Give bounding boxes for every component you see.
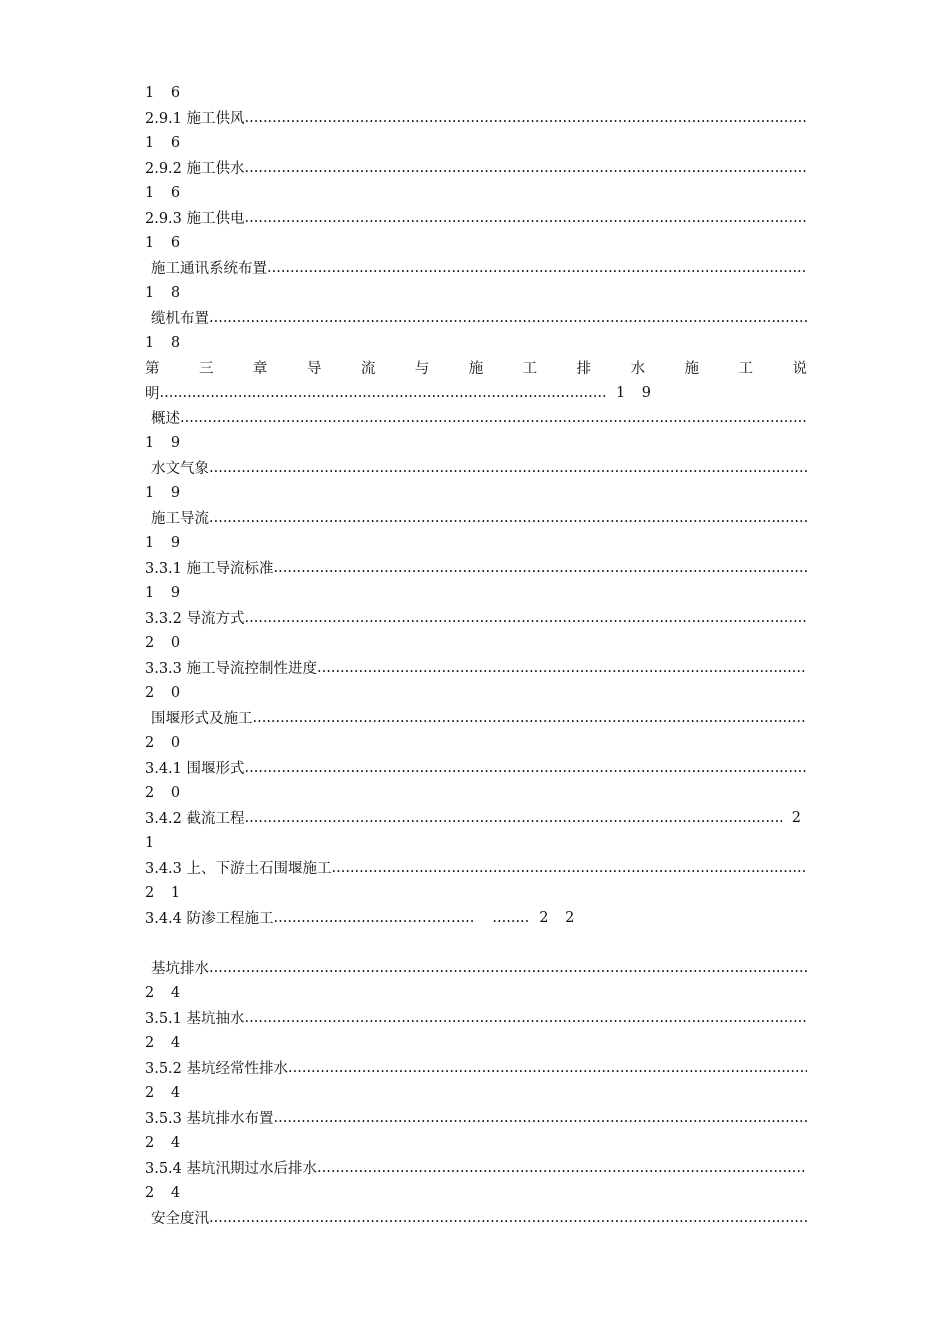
page-number-text: 1 9 [145, 584, 187, 601]
dot-leader: ............................…………... [273, 909, 475, 926]
toc-page-number [145, 1080, 807, 1105]
dot-leader-2: ........ [492, 909, 530, 926]
toc-entry-title: 安全度汛 [151, 1211, 209, 1227]
page-number-text: 2 2 [539, 909, 581, 926]
toc-entry [145, 305, 807, 330]
toc-entry-custom [145, 905, 807, 930]
toc-entry [145, 755, 807, 780]
dot-leader [274, 1110, 807, 1126]
page-number-text: 1 [145, 834, 161, 851]
dot-leader [245, 760, 807, 776]
toc-page-number [145, 880, 807, 905]
toc-page-number [145, 1180, 807, 1205]
heading-char: 第 [145, 361, 160, 377]
dot-leader [245, 210, 807, 226]
toc-page-number [145, 630, 807, 655]
toc-entry-title: 施工导流 [151, 511, 209, 527]
page-number-text: 2 4 [145, 984, 187, 1001]
heading-char: 工 [738, 361, 753, 377]
heading-char: 章 [252, 361, 268, 377]
dot-leader [253, 710, 808, 726]
toc-entry-title: 3.5.4 基坑汛期过水后排水 [145, 1161, 318, 1177]
page-number-text: 1 9 [615, 384, 657, 401]
toc-entry [145, 405, 807, 430]
toc-page-number [145, 180, 807, 205]
toc-entry-title: 2.9.1 施工供风 [145, 111, 245, 127]
page-number-text: 2 0 [145, 784, 187, 801]
toc-entry-title: 3.4.2 截流工程 [145, 811, 245, 827]
toc-page-number [145, 780, 807, 805]
page-number-text: 1 8 [145, 284, 187, 301]
page-number-text: 2 4 [145, 1184, 187, 1201]
toc-entry [145, 1205, 807, 1230]
chapter-heading [145, 355, 807, 380]
toc-entry-title: 明 [145, 386, 160, 402]
toc-entry-title: 3.4.4 防渗工程施工 [145, 911, 274, 927]
dot-leader [288, 1060, 807, 1076]
toc-entry-title: 3.4.1 围堰形式 [145, 761, 245, 777]
toc-entry-title: 施工通讯系统布置 [151, 261, 267, 277]
toc-page-number [145, 730, 807, 755]
toc-page-number [145, 230, 807, 255]
table-of-contents [145, 80, 807, 1230]
toc-entry [145, 1105, 807, 1130]
toc-entry [145, 255, 807, 280]
toc-entry-title: 基坑排水 [151, 961, 209, 977]
heading-char: 施 [684, 361, 700, 377]
chapter-heading-chars [145, 357, 807, 378]
dot-leader [209, 310, 807, 326]
dot-leader [245, 810, 782, 826]
toc-page-number [145, 330, 807, 355]
dot-leader [209, 1210, 807, 1226]
dot-leader [245, 160, 807, 176]
toc-page-number [145, 130, 807, 155]
toc-entry-title: 围堰形式及施工 [151, 711, 253, 727]
toc-page-number [145, 680, 807, 705]
page-number-text: 2 4 [145, 1084, 187, 1101]
heading-char: 导 [306, 361, 322, 377]
toc-entry-title: 2.9.2 施工供水 [145, 161, 245, 177]
dot-leader [160, 385, 606, 401]
page-number-text: 2 [791, 809, 807, 826]
dot-leader [317, 660, 807, 676]
toc-entry-title: 3.3.2 导流方式 [145, 611, 245, 627]
dot-leader [267, 260, 807, 276]
toc-entry-with-number [145, 805, 807, 830]
toc-page-number [145, 280, 807, 305]
heading-char: 水 [630, 361, 646, 377]
toc-entry-title: 3.3.3 施工导流控制性进度 [145, 661, 318, 677]
dot-leader [332, 860, 807, 876]
toc-entry-title: 3.5.1 基坑抽水 [145, 1011, 245, 1027]
toc-page-number [145, 980, 807, 1005]
heading-char: 说 [792, 361, 807, 377]
toc-page-number [145, 830, 807, 855]
toc-entry [145, 1005, 807, 1030]
toc-page-number [145, 580, 807, 605]
toc-entry-title: 3.5.3 基坑排水布置 [145, 1111, 274, 1127]
page-number-text: 1 9 [145, 484, 187, 501]
toc-entry-title: 概述 [151, 411, 180, 427]
toc-entry-title: 水文气象 [151, 461, 209, 477]
heading-char: 工 [522, 361, 538, 377]
toc-spacer [145, 930, 807, 955]
page-number-text: 2 1 [145, 884, 187, 901]
toc-entry-title: 3.4.3 上、下游土石围堰施工 [145, 861, 332, 877]
dot-leader [209, 510, 807, 526]
toc-page-number [145, 1030, 807, 1055]
toc-page-number [145, 1130, 807, 1155]
heading-char: 流 [360, 361, 376, 377]
page-number-text: 1 9 [145, 534, 187, 551]
toc-page-number [145, 430, 807, 455]
heading-char: 施 [468, 361, 484, 377]
page-number-text: 1 6 [145, 84, 187, 101]
toc-page-number [145, 480, 807, 505]
toc-entry-title: 2.9.3 施工供电 [145, 211, 245, 227]
page-number-text: 2 0 [145, 684, 187, 701]
heading-char: 排 [576, 361, 592, 377]
page-number-text: 1 9 [145, 434, 187, 451]
heading-char: 三 [198, 361, 214, 377]
dot-leader [317, 1160, 807, 1176]
toc-page-number [145, 80, 807, 105]
page-number-text: 2 0 [145, 634, 187, 651]
toc-entry [145, 655, 807, 680]
page-number-text: 1 6 [145, 234, 187, 251]
toc-entry [145, 1055, 807, 1080]
toc-entry-title: 3.3.1 施工导流标准 [145, 561, 274, 577]
toc-entry [145, 155, 807, 180]
page-number-text: 2 4 [145, 1034, 187, 1051]
dot-leader [245, 1010, 807, 1026]
page-number-text: 2 0 [145, 734, 187, 751]
toc-entry [145, 1155, 807, 1180]
dot-leader [274, 560, 807, 576]
toc-entry [145, 605, 807, 630]
dot-leader [180, 410, 807, 426]
dot-leader [209, 460, 807, 476]
page-number-text: 1 8 [145, 334, 187, 351]
dot-leader [245, 610, 807, 626]
toc-entry [145, 205, 807, 230]
page-number-text: 1 6 [145, 184, 187, 201]
toc-entry-with-number [145, 380, 657, 405]
toc-entry [145, 855, 807, 880]
page-number-text: 2 4 [145, 1134, 187, 1151]
page-number-text: 1 6 [145, 134, 187, 151]
toc-entry [145, 455, 807, 480]
toc-entry [145, 105, 807, 130]
toc-entry-title: 缆机布置 [151, 311, 209, 327]
toc-entry [145, 955, 807, 980]
dot-leader [245, 110, 807, 126]
toc-page-number [145, 530, 807, 555]
heading-char: 与 [414, 361, 430, 377]
dot-leader [209, 960, 807, 976]
toc-entry-title: 3.5.2 基坑经常性排水 [145, 1061, 289, 1077]
toc-entry [145, 505, 807, 530]
toc-entry [145, 555, 807, 580]
toc-entry [145, 705, 807, 730]
